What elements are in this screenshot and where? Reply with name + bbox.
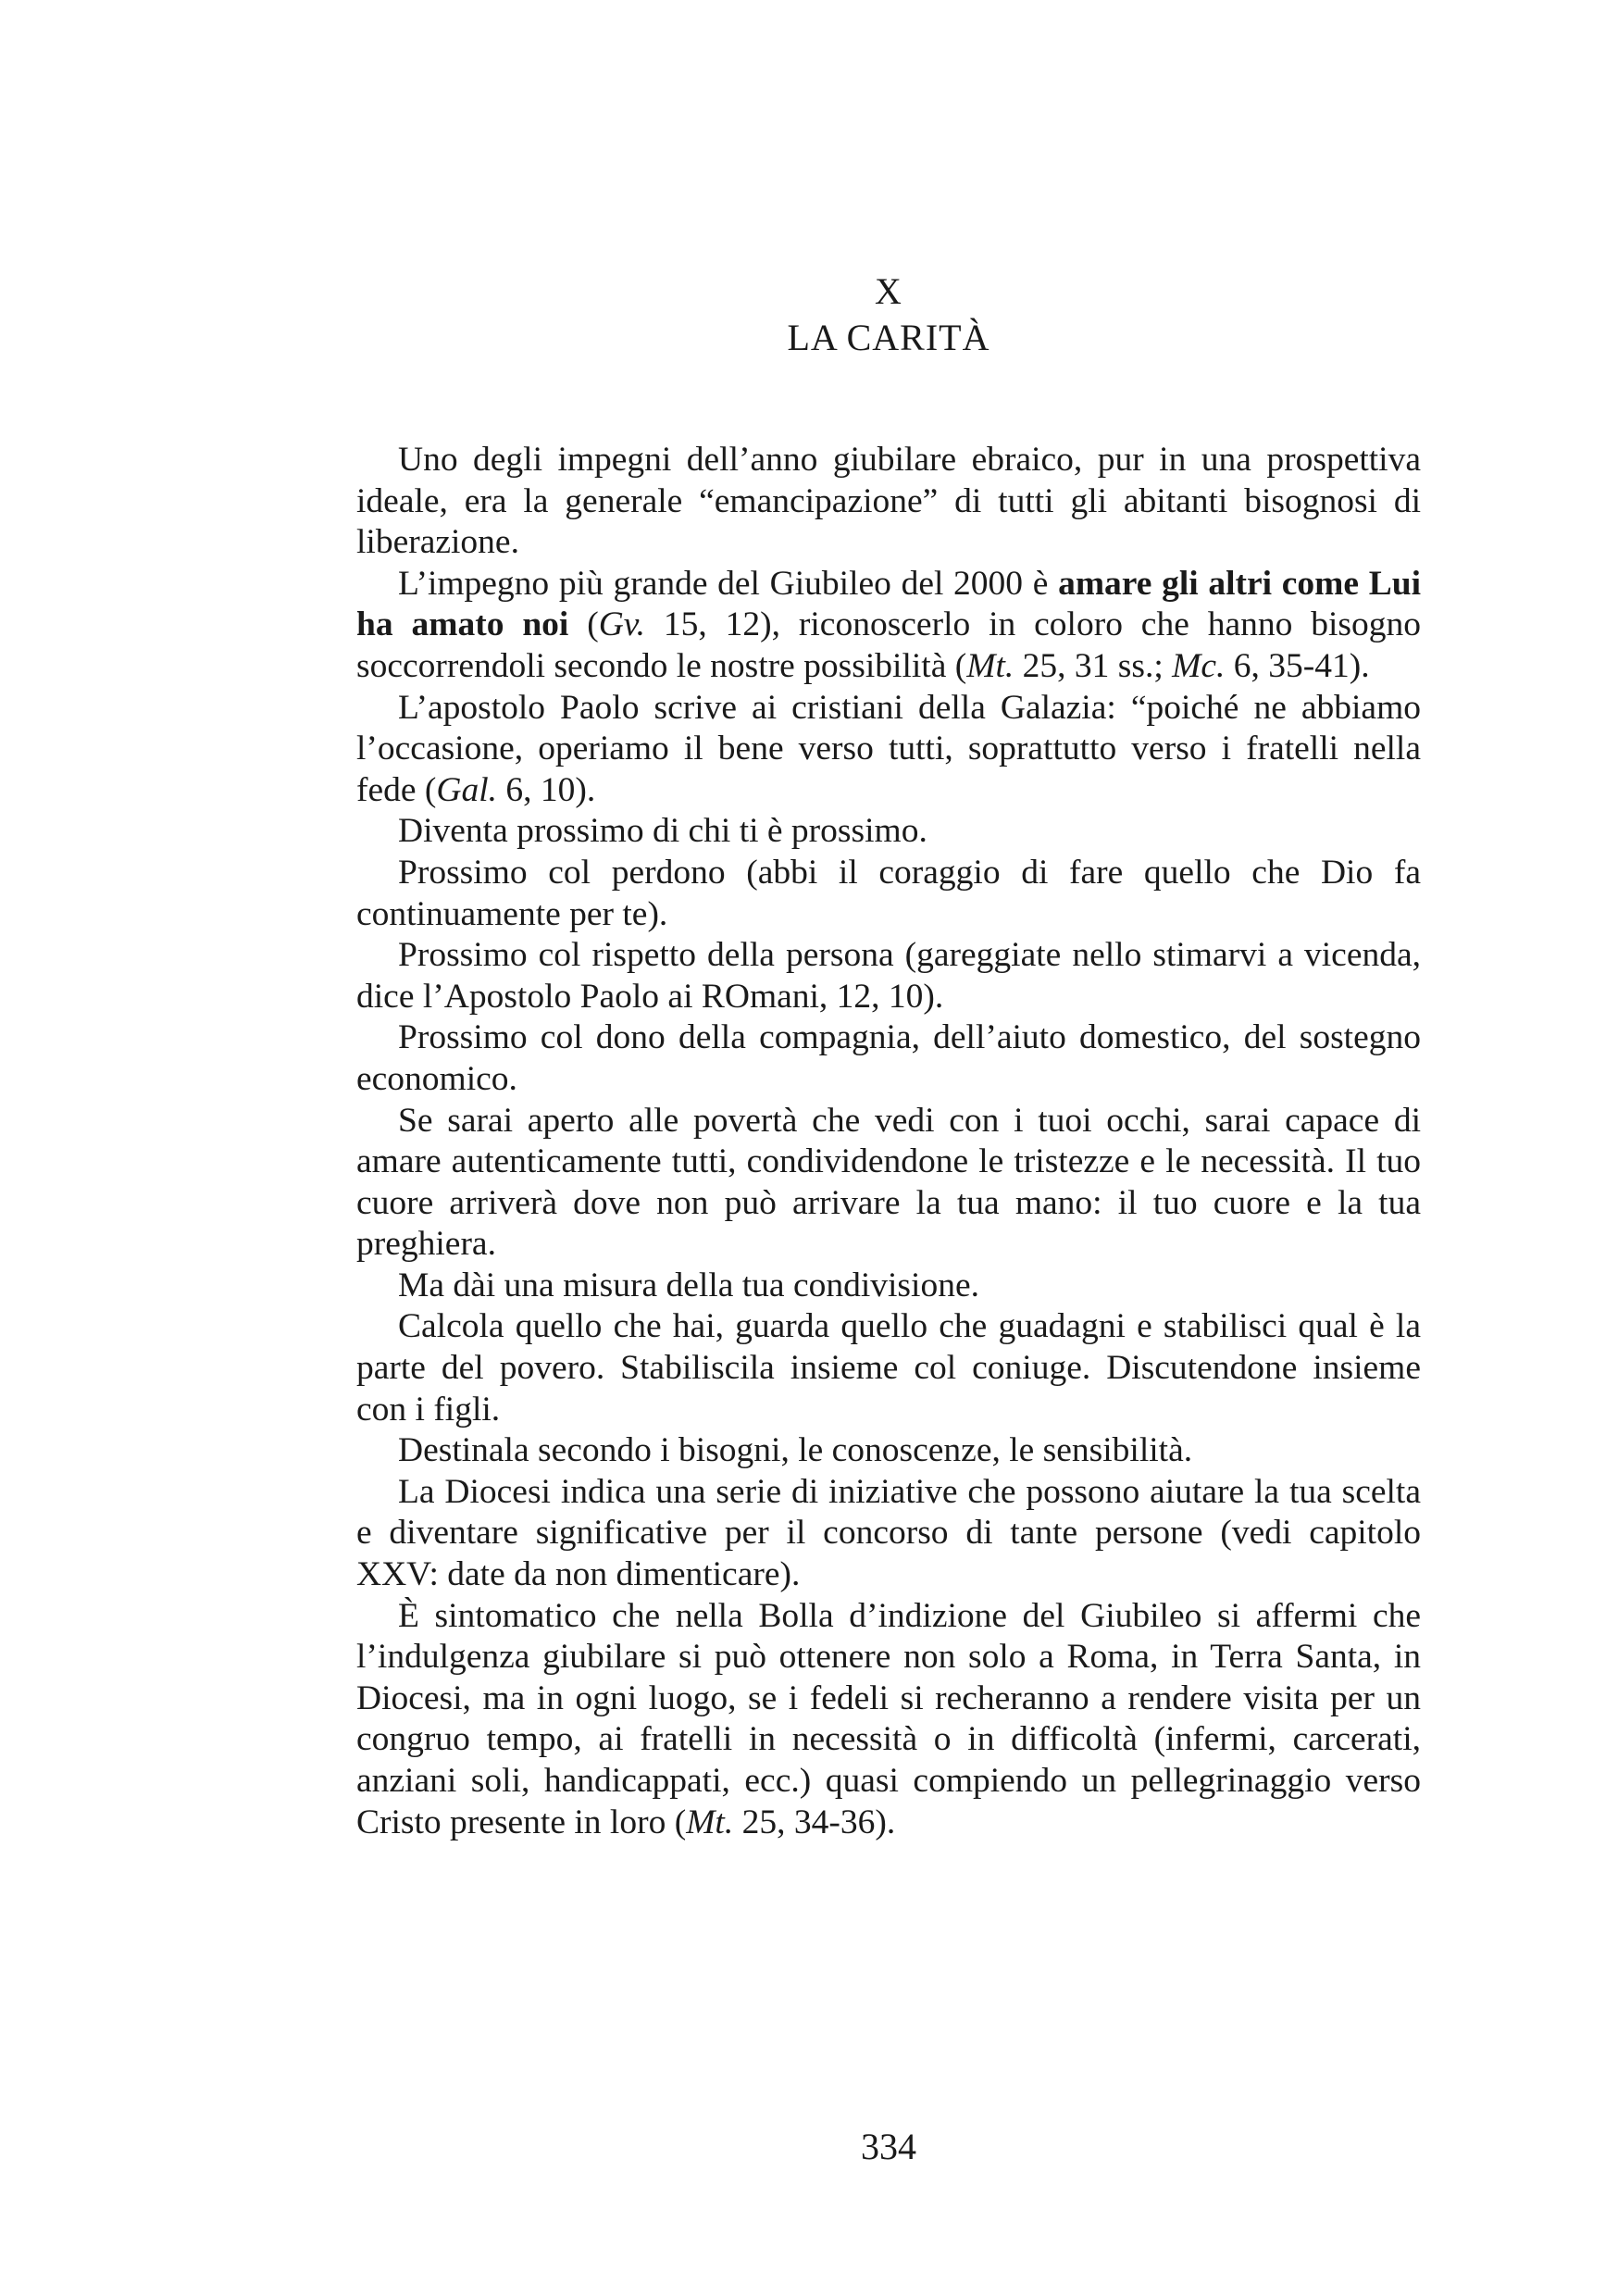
paragraph-diocese-initiatives: La Diocesi indica una serie di iniziative che possono aiutare la tua scelta e diventare significative per il concorso di tante persone (vedi capitolo XXV: date da non dimenticare). xyxy=(356,1472,1421,1594)
paragraph-jubilee-emancipation: Uno degli impegni dell’anno giubilare ebraico, pur in una prospettiva ideale, era la generale “emancipazione” di tutti gli abitanti bisognosi di liberazione. xyxy=(356,441,1421,562)
paragraph-jubilee-commitment: L’impegno più grande del Giubileo del 2000 è amare gli altri come Lui ha amato noi (Gv. 15, 12), riconoscerlo in coloro che hanno bisogno soccorrendoli secondo le nostre possibilità (Mt. 25, 31 ss.; Mc. 6, 35-41). xyxy=(356,564,1421,685)
paragraph-destine-share: Destinala secondo i bisogni, le conoscenze, le sensibilità. xyxy=(398,1431,1193,1470)
paragraph-open-to-poverty: Se sarai aperto alle povertà che vedi con i tuoi occhi, sarai capace di amare autenticamente tutti, condividendone le tristezze e le necessità. Il tuo cuore arriverà dove non può arrivare la tua mano: il tuo cuore e la tua preghiera. xyxy=(356,1101,1421,1264)
page-number: 334 xyxy=(861,2126,916,2167)
chapter-body xyxy=(356,440,1421,1843)
citation-mt: Mt. xyxy=(966,646,1014,685)
paragraph-jubilee-indulgence: È sintomatico che nella Bolla d’indizione del Giubileo si affermi che l’indulgenza giubilare si può ottenere non solo a Roma, in Terra Santa, in Diocesi, ma in ogni luogo, se i fedeli si recheranno a rendere visita per un congruo tempo, ai fratelli in necessità o in difficoltà (infermi, carcerati, anziani soli, handicappati, ecc.) quasi compiendo un pellegrinaggio verso Cristo presente in loro (Mt. 25, 34-36). xyxy=(356,1596,1421,1841)
paragraph-measure-sharing: Ma dài una misura della tua condivisione. xyxy=(398,1266,979,1304)
chapter-title: LA CARITÀ xyxy=(787,317,990,358)
paragraph-neighbor-gift: Prossimo col dono della compagnia, dell’aiuto domestico, del sostegno economico. xyxy=(356,1018,1421,1098)
citation-mt-2: Mt. xyxy=(686,1803,734,1841)
paragraph-neighbor-forgiveness: Prossimo col perdono (abbi il coraggio di fare quello che Dio fa continuamente per te). xyxy=(356,853,1421,933)
chapter-number: X xyxy=(875,270,902,312)
paragraph-calculate-share: Calcola quello che hai, guarda quello che guadagni e stabilisci qual è la parte del povero. Stabiliscila insieme col coniuge. Discutendone insieme con i figli. xyxy=(356,1307,1421,1429)
citation-mc: Mc. xyxy=(1172,646,1226,685)
paragraph-become-neighbor: Diventa prossimo di chi ti è prossimo. xyxy=(398,812,927,851)
paragraph-apostle-paul-galatia: L’apostolo Paolo scrive ai cristiani della Galazia: “poiché ne abbiamo l’occasione, operiamo il bene verso tutti, soprattutto verso i fratelli nella fede (Gal. 6, 10). xyxy=(356,688,1421,809)
emphasis-love-others: amare gli altri come Lui ha amato noi xyxy=(356,564,1421,644)
paragraph-neighbor-respect: Prossimo col rispetto della persona (gareggiate nello stimarvi a vicenda, dice l’Apostolo Paolo ai ROmani, 12, 10). xyxy=(356,936,1421,1016)
citation-gv: Gv. xyxy=(598,605,646,644)
citation-gal: Gal. xyxy=(436,770,498,809)
